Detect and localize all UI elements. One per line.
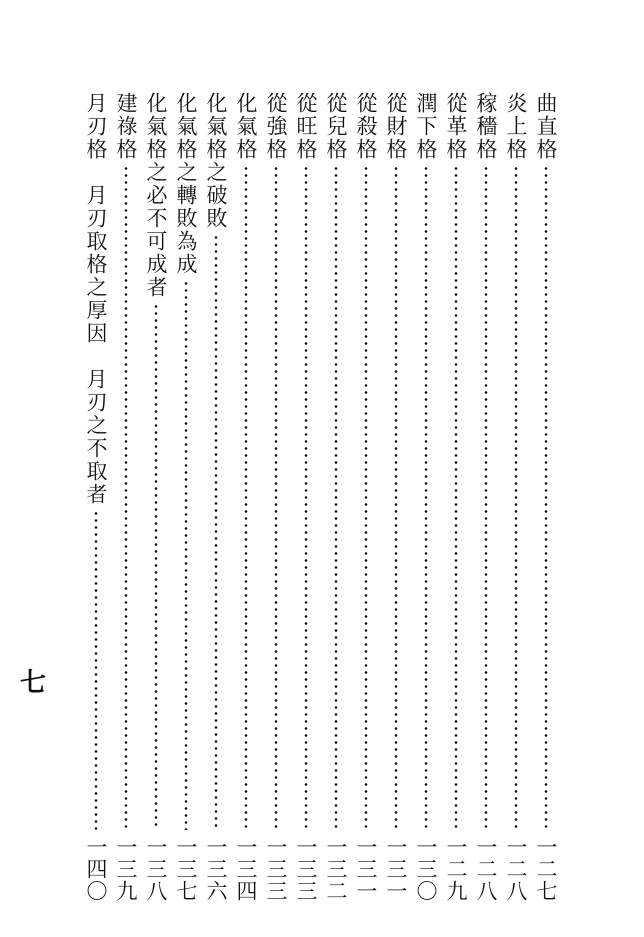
- dot-leader: [484, 165, 488, 830]
- toc-entry-page-number: 一三一: [354, 836, 378, 902]
- toc-entry-title: 從財格: [384, 92, 408, 161]
- toc-entry-title: 從兒格: [324, 92, 348, 161]
- toc-entry-page-number: 一四〇: [84, 836, 108, 902]
- toc-entry-title: 從旺格: [294, 92, 318, 161]
- dot-leader: [424, 165, 428, 830]
- toc-entry-title: 曲直格: [534, 92, 558, 161]
- toc-entry: [234, 92, 258, 902]
- toc-entry-title: 從革格: [444, 92, 468, 161]
- toc-entry-title: 建祿格: [114, 92, 138, 161]
- toc-entry: [204, 92, 228, 902]
- toc-entry: [534, 92, 558, 902]
- toc-entry-page-number: 一三七: [174, 836, 198, 902]
- toc-entry-page-number: 一三一: [384, 836, 408, 902]
- toc-entry-page-number: 一三六: [204, 836, 228, 902]
- dot-leader: [214, 234, 218, 830]
- dot-leader: [514, 165, 518, 830]
- toc-entry-title: 化氣格之必不可成者: [144, 92, 168, 299]
- table-of-contents: [84, 92, 558, 902]
- toc-entry-title: 化氣格: [234, 92, 258, 161]
- toc-entry-title: 化氣格之轉敗為成: [174, 92, 198, 276]
- toc-entry-page-number: 一二八: [504, 836, 528, 902]
- dot-leader: [544, 165, 548, 830]
- toc-entry-page-number: 一三四: [234, 836, 258, 902]
- dot-leader: [454, 165, 458, 830]
- toc-entry-page-number: 一二九: [444, 836, 468, 902]
- toc-entry: [414, 92, 438, 902]
- toc-entry-title: 月刃格 月刃取格之厚因 月刃之不取者: [84, 92, 108, 506]
- toc-entry: [354, 92, 378, 902]
- toc-entry-title: 從強格: [264, 92, 288, 161]
- dot-leader: [274, 165, 278, 830]
- toc-entry-title: 潤下格: [414, 92, 438, 161]
- dot-leader: [304, 165, 308, 830]
- dot-leader: [334, 165, 338, 830]
- dot-leader: [394, 165, 398, 830]
- toc-entry-title: 從殺格: [354, 92, 378, 161]
- toc-entry-page-number: 一二七: [534, 836, 558, 902]
- toc-entry-title: 稼穡格: [474, 92, 498, 161]
- toc-entry: [474, 92, 498, 902]
- toc-entry-page-number: 一二八: [474, 836, 498, 902]
- toc-entry-title: 化氣格之破敗: [204, 92, 228, 230]
- toc-entry-title: 炎上格: [504, 92, 528, 161]
- toc-entry-page-number: 一三三: [294, 836, 318, 902]
- toc-entry: [324, 92, 348, 902]
- toc-entry: [294, 92, 318, 902]
- dot-leader: [364, 165, 368, 830]
- toc-entry: [174, 92, 198, 902]
- dot-leader: [244, 165, 248, 830]
- toc-entry-page-number: 一三二: [324, 836, 348, 902]
- toc-entry: [84, 92, 108, 902]
- dot-leader: [94, 510, 98, 830]
- dot-leader: [154, 303, 158, 830]
- toc-entry: [504, 92, 528, 902]
- page-folio-number: 七: [20, 668, 47, 698]
- toc-entry: [114, 92, 138, 902]
- toc-entry: [144, 92, 168, 902]
- toc-entry: [444, 92, 468, 902]
- toc-entry-page-number: 一三〇: [414, 836, 438, 902]
- dot-leader: [124, 165, 128, 830]
- toc-entry-page-number: 一三三: [264, 836, 288, 902]
- toc-entry: [264, 92, 288, 902]
- toc-entry-page-number: 一三九: [114, 836, 138, 902]
- toc-entry: [384, 92, 408, 902]
- dot-leader: [184, 280, 188, 830]
- toc-entry-page-number: 一三八: [144, 836, 168, 902]
